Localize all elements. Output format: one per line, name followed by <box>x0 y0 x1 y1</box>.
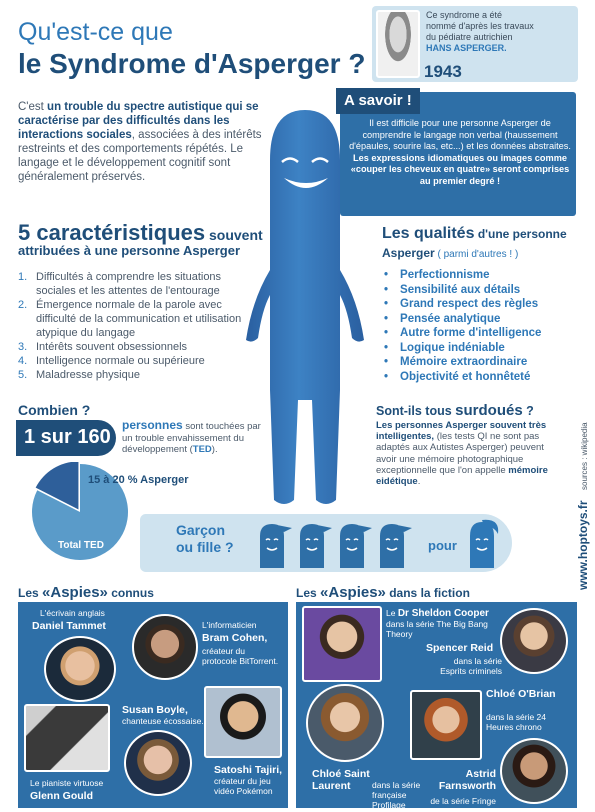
aspies-connus-title: Les «Aspies» connus <box>18 584 154 601</box>
p1-photo <box>44 636 116 702</box>
a-savoir-title: A savoir ! <box>344 92 412 109</box>
qualites-list <box>384 268 584 384</box>
qualite-item: • Sensibilité aux détails <box>384 283 584 298</box>
boys-icons <box>252 518 422 572</box>
p4-photo <box>24 704 110 772</box>
qualites-title-line2: Asperger ( parmi d'autres ! ) <box>382 246 519 260</box>
pour-label: pour <box>428 538 457 553</box>
p4-name: Glenn Gould <box>30 790 93 802</box>
qualites-title: Les qualités d'une personne <box>382 225 567 242</box>
girl-icon <box>460 516 504 572</box>
title-line2: le Syndrome d'Asperger ? <box>18 48 366 79</box>
a-savoir-text: Il est difficile pour une personne Asperger de comprendre le langage non verbal (haussement d'épaules, sourire las, etc...) et les données abstraites. Les expressions idiomatiques ou images comme «couper les cheveux en quatre» seront comprises au premier degré ! <box>349 118 571 186</box>
p5-photo <box>204 686 282 758</box>
carac-item: 3. Intérêts souvent obsessionnels <box>18 341 188 353</box>
ratio-value: 1 sur 160 <box>24 426 111 448</box>
hans-photo <box>376 10 420 78</box>
carac-item: 2. Émergence normale de la parole avec difficulté de la communication et utilisation atypique du langage <box>18 299 242 339</box>
carac-item: 4. Intelligence normale ou supérieure <box>18 355 205 367</box>
pie-label-total: Total TED <box>58 540 104 551</box>
carac-title-line2: attribuées à une personne Asperger <box>18 243 241 258</box>
website-label[interactable]: www.hoptoys.fr <box>576 500 590 590</box>
f4-desc: dans la série française Profilage <box>372 780 421 810</box>
f1-text: Le Dr Sheldon Cooper dans la série The Big Bang Theory <box>386 608 489 639</box>
pie-label-asperger: 15 à 20 % Asperger <box>88 474 189 486</box>
intro-text: C'est un trouble du spectre autistique qui se caractérise par des difficultés dans les interactions sociales, associées à des intérêts restreints et des comportements répétés. Le langage et le développement cognitif sont généralement préservés. <box>18 101 262 183</box>
qualite-item: • Grand respect des règles <box>384 297 584 312</box>
f1-photo <box>302 606 382 682</box>
p3-desc: chanteuse écossaise. <box>122 716 204 726</box>
carac-item: 1. Difficultés à comprendre les situations sociales et les attentes de l'entourage <box>18 271 222 297</box>
p5-desc: créateur du jeu vidéo Pokémon <box>214 776 273 796</box>
carac-list <box>18 270 243 382</box>
qualite-item: • Mémoire extraordinaire <box>384 355 584 370</box>
f4-name: Chloé Saint Laurent <box>312 768 370 792</box>
p4-caption: Le pianiste virtuose <box>30 778 104 788</box>
f3-name: Chloé O'Brian <box>486 688 556 700</box>
p2-name: Bram Cohen, <box>202 632 268 644</box>
f4-photo <box>306 684 384 762</box>
p2-desc: créateur du protocole BitTorrent. <box>202 646 279 666</box>
f5-photo <box>500 738 568 804</box>
p1-caption: L'écrivain anglais <box>40 608 105 618</box>
surdoues-title: Sont-ils tous surdoués ? <box>376 402 534 419</box>
title-line1: Qu'est-ce que <box>18 18 173 46</box>
combien-text: personnes sont touchées par un trouble envahissement du développement (TED). <box>122 418 261 455</box>
qualite-item: • Objectivité et honnêteté <box>384 370 584 385</box>
p1-name: Daniel Tammet <box>32 620 106 632</box>
surdoues-text: Les personnes Asperger souvent très intelligentes, (les tests QI ne sont pas adaptés aux Autistes Asperger) peuvent avoir une mémoire photographique exceptionnelle que l'on appelle mémoire eidétique. <box>376 420 548 488</box>
qualite-item: • Autre forme d'intelligence <box>384 326 584 341</box>
f5-desc: de la série Fringe <box>430 796 496 806</box>
p2-photo <box>132 614 198 680</box>
garcon-text: Garçon ou fille ? <box>176 522 234 555</box>
f3-desc: dans la série 24 Heures chrono <box>486 712 547 732</box>
qualite-item: • Pensée analytique <box>384 312 584 327</box>
carac-item: 5. Maladresse physique <box>18 369 140 381</box>
f2-name: Spencer Reid <box>426 642 494 654</box>
qualite-item: • Perfectionnisme <box>384 268 584 283</box>
f2-desc: dans la série Esprits criminels <box>440 656 502 676</box>
p3-name: Susan Boyle, <box>122 704 188 716</box>
hans-text: Ce syndrome a été nommé d'après les travaux du pédiatre autrichien HANS ASPERGER. <box>426 10 534 53</box>
qualite-item: • Logique indéniable <box>384 341 584 356</box>
combien-title: Combien ? <box>18 402 91 418</box>
p2-caption: L'informaticien <box>202 620 257 630</box>
p5-name: Satoshi Tajiri, <box>214 764 283 776</box>
p3-photo <box>124 730 192 796</box>
f3-photo <box>410 690 482 760</box>
hans-year: 1943 <box>424 62 462 81</box>
f2-photo <box>500 608 568 674</box>
f5-name: Astrid Farnsworth <box>438 768 496 792</box>
aspies-fiction-title: Les «Aspies» dans la fiction <box>296 584 470 601</box>
sources-label: sources : wikipedia <box>580 422 589 490</box>
carac-title: 5 caractéristiques souvent <box>18 220 263 245</box>
